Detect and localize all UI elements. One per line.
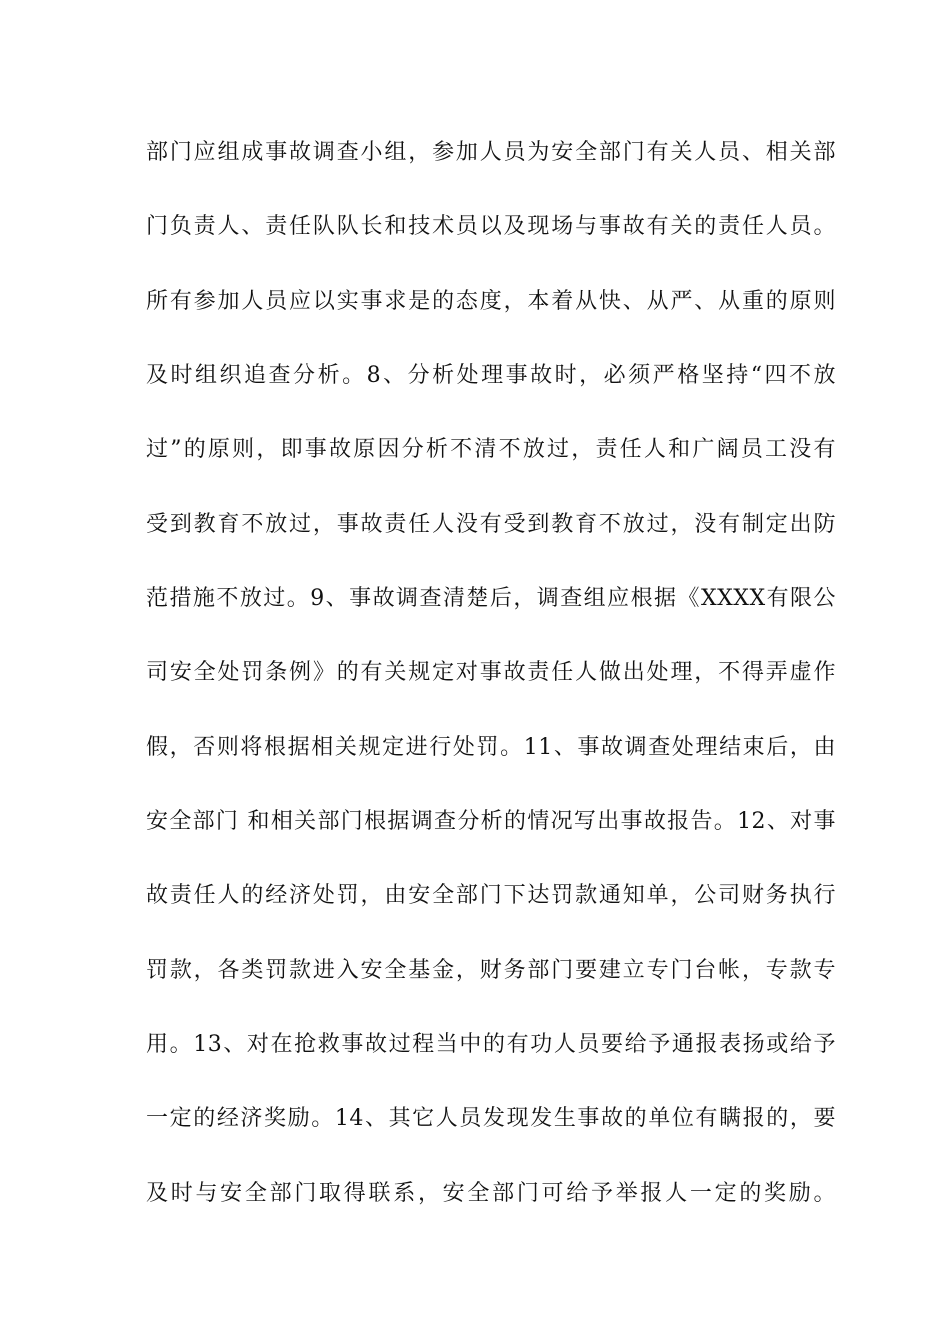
text-line-2: 门负责人、责任队队长和技术员以及现场与事故有关的责任人员。 [146,214,836,239]
text-line-6: 受到教育不放过，事故责任人没有受到教育不放过，没有制定出防 [146,512,836,537]
text-line-9: 假，否则将根据相关规定进行处罚。11、事故调查处理结束后，由 [146,735,836,760]
text-line-14: 一定的经济奖励。14、其它人员发现发生事故的单位有瞒报的，要 [146,1106,836,1131]
text-line-10: 安全部门 和相关部门根据调查分析的情况写出事故报告。12、对事 [146,809,836,834]
text-line-15: 及时与安全部门取得联系，安全部门可给予举报人一定的奖励。 [146,1181,836,1206]
text-line-13: 用。13、对在抢救事故过程当中的有功人员要给予通报表扬或给予 [146,1032,836,1057]
text-line-12: 罚款，各类罚款进入安全基金，财务部门要建立专门台帐，专款专 [146,958,836,983]
text-line-3: 所有参加人员应以实事求是的态度，本着从快、从严、从重的原则 [146,289,836,314]
text-line-4: 及时组织追查分析。8、分析处理事故时，必须严格坚持“四不放 [146,363,836,388]
text-line-7: 范措施不放过。9、事故调查清楚后，调查组应根据《XXXX有限公 [146,586,836,611]
text-line-5: 过”的原则，即事故原因分析不清不放过，责任人和广阔员工没有 [146,437,836,462]
text-line-8: 司安全处罚条例》的有关规定对事故责任人做出处理，不得弄虚作 [146,660,836,685]
text-line-11: 故责任人的经济处罚，由安全部门下达罚款通知单，公司财务执行 [146,883,836,908]
text-line-1: 部门应组成事故调查小组，参加人员为安全部门有关人员、相关部 [146,140,836,165]
